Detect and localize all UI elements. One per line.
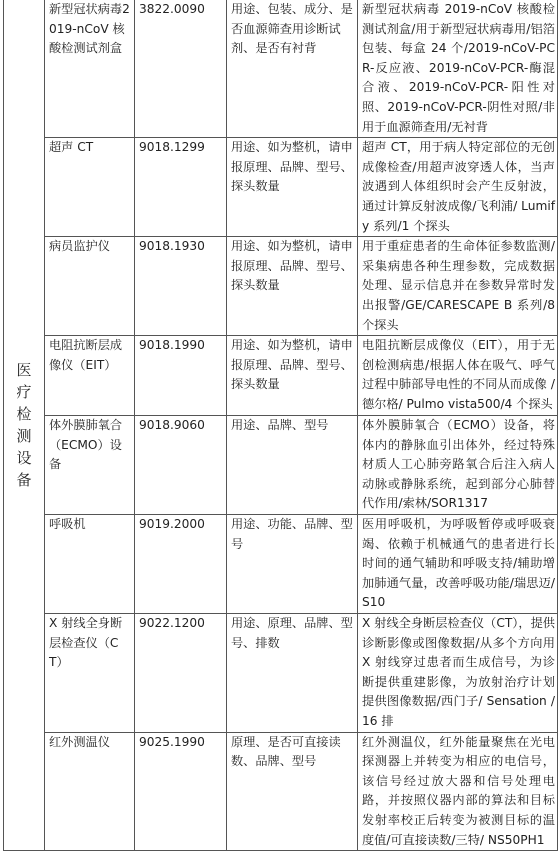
hs-code-cell: 9018.1299 <box>135 138 227 237</box>
hs-code-cell: 3822.0090 <box>135 0 227 138</box>
table-row <box>4 237 558 336</box>
product-name-cell: 新型冠状病毒2019-nCoV 核酸检测试剂盒 <box>45 0 135 138</box>
table-row <box>4 515 558 614</box>
declaration-elements-cell: 用途、品牌、型号 <box>227 416 358 515</box>
declaration-example-cell: 新型冠状病毒 2019-nCoV 核酸检测试剂盒/用于新型冠状病毒用/铝箔包装、每盒 24 个/2019-nCoV-PCR-反应液、2019-nCoV-PCR-酶混合液、2019-nCoV-PCR-阳性对照、2019-nCoV-PCR-阴性对照/非用于血源筛查用/无衬背 <box>358 0 558 138</box>
table-row <box>4 138 558 237</box>
product-name-cell: X 射线全身断层检查仪（CT） <box>45 614 135 733</box>
table-row <box>4 416 558 515</box>
hs-code-cell: 9022.1200 <box>135 614 227 733</box>
declaration-example-cell: 体外膜肺氧合（ECMO）设备，将体内的静脉血引出体外，经过特殊材质人工心肺旁路氧合后注入病人动脉或静脉系统，起到部分心肺替代作用/索林/SOR1317 <box>358 416 558 515</box>
table-row <box>4 732 558 851</box>
table-row <box>4 0 558 138</box>
declaration-example-cell: X 射线全身断层检查仪（CT），提供诊断影像或图像数据/从多个方向用 X 射线穿过患者而生成信号，为诊断提供重建影像，为放射治疗计划提供图像数据/西门子/ Sensation /16 排 <box>358 614 558 733</box>
declaration-elements-cell: 用途、如为整机，请申报原理、品牌、型号、探头数量 <box>227 336 358 416</box>
table-row <box>4 336 558 416</box>
hs-code-cell: 9018.9060 <box>135 416 227 515</box>
product-name-cell: 病员监护仪 <box>45 237 135 336</box>
hs-code-cell: 9018.1990 <box>135 336 227 416</box>
table-row <box>4 614 558 733</box>
customs-declaration-table <box>3 0 558 851</box>
declaration-example-cell: 电阻抗断层成像仪（EIT），用于无创检测病患/根据人体在吸气、呼气过程中肺部导电性的不同从而成像 /德尔格/ Pulmo vista500/4 个探头 <box>358 336 558 416</box>
declaration-example-cell: 用于重症患者的生命体征参数监测/采集病患各种生理参数，完成数据处理、显示信息并在参数异常时发出报警/GE/CARESCAPE B 系列/8 个探头 <box>358 237 558 336</box>
product-name-cell: 超声 CT <box>45 138 135 237</box>
product-name-cell: 呼吸机 <box>45 515 135 614</box>
declaration-elements-cell: 原理、是否可直接读数、品牌、型号 <box>227 732 358 851</box>
declaration-elements-cell: 用途、包装、成分、是否血源筛查用诊断试剂、是否有衬背 <box>227 0 358 138</box>
hs-code-cell: 9025.1990 <box>135 732 227 851</box>
declaration-example-cell: 超声 CT，用于病人特定部位的无创成像检查/用超声波穿透人体，当声波遇到人体组织时会产生反射波，通过计算反射波成像/飞利浦/ Lumify 系列/1 个探头 <box>358 138 558 237</box>
declaration-elements-cell: 用途、原理、品牌、型号、排数 <box>227 614 358 733</box>
product-name-cell: 体外膜肺氧合（ECMO）设备 <box>45 416 135 515</box>
declaration-elements-cell: 用途、功能、品牌、型号 <box>227 515 358 614</box>
category-label: 医疗检测设备 <box>16 360 32 489</box>
declaration-example-cell: 红外测温仪，红外能量聚焦在光电探测器上并转变为相应的电信号，该信号经过放大器和信号处理电路，并按照仪器内部的算法和目标发射率校正后转变为被测目标的温度值/可直接读数/三特/ NS50PH1 <box>358 732 558 851</box>
category-cell <box>4 0 45 851</box>
product-name-cell: 电阻抗断层成像仪（EIT） <box>45 336 135 416</box>
hs-code-cell: 9019.2000 <box>135 515 227 614</box>
declaration-example-cell: 医用呼吸机，为呼吸暂停或呼吸衰竭、依赖于机械通气的患者进行长时间的通气辅助和呼吸支持/辅助增加肺通气量，改善呼吸功能/瑞思迈/S10 <box>358 515 558 614</box>
hs-code-cell: 9018.1930 <box>135 237 227 336</box>
product-name-cell: 红外测温仪 <box>45 732 135 851</box>
declaration-elements-cell: 用途、如为整机，请申报原理、品牌、型号、探头数量 <box>227 237 358 336</box>
declaration-elements-cell: 用途、如为整机，请申报原理、品牌、型号、探头数量 <box>227 138 358 237</box>
